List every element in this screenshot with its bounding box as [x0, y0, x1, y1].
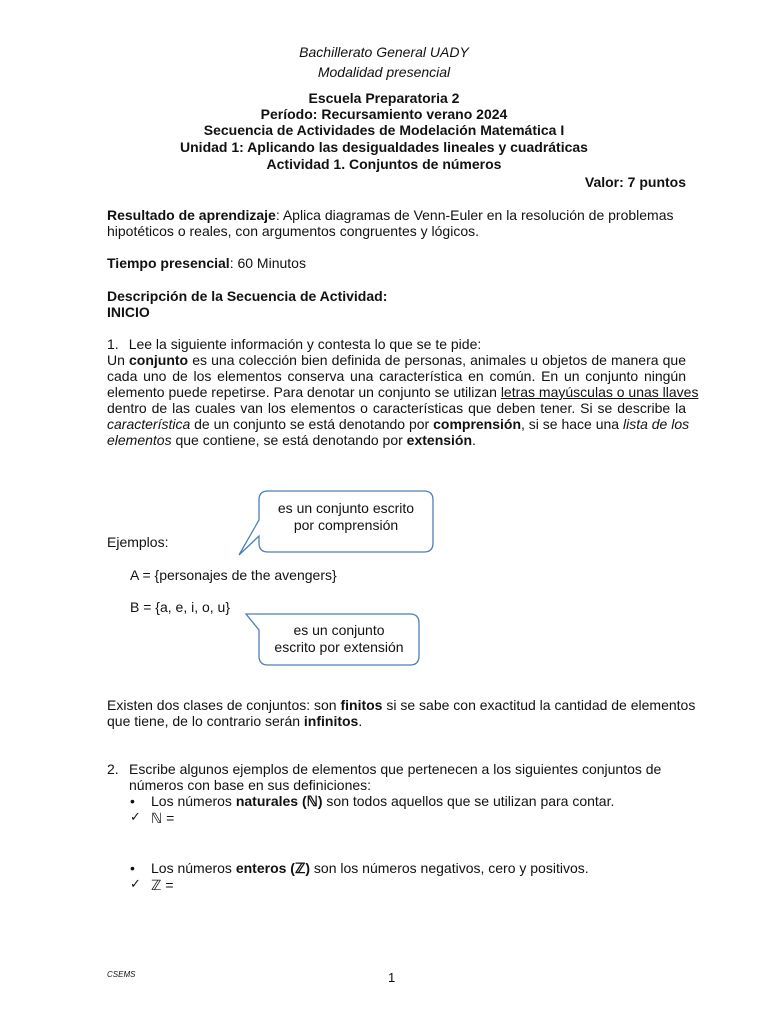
callout-extension-line1: es un conjunto	[293, 622, 385, 638]
term-enteros: enteros (ℤ)	[235, 860, 311, 876]
checkmark-icon: ✓	[130, 877, 141, 892]
para-text: es una colección bien definida de personas, animales u objetos de manera que	[188, 352, 686, 368]
para-line-2: cada uno de los elementos conserva una característica en común. En un conjunto ningún	[107, 368, 686, 384]
naturals-definition	[151, 793, 614, 809]
term-infinitos: infinitos	[303, 713, 359, 729]
checkmark-icon: ✓	[130, 810, 141, 825]
example-set-b: B = {a, e, i, o, u}	[130, 599, 231, 615]
para-text: elemento puede repetirse. Para denotar un conjunto se utilizan	[107, 384, 501, 400]
callout-comprehension	[259, 500, 433, 534]
term-naturales: naturales (ℕ)	[235, 793, 323, 809]
period-title: Período: Recursamiento verano 2024	[260, 106, 508, 122]
para-line-4: dentro de las cuales van los elementos o características que deben tener. Si se describe la	[107, 400, 686, 416]
term-elementos: elementos	[107, 432, 172, 448]
learning-outcome-text: : Aplica diagramas de Venn-Euler en la resolución de problemas	[275, 207, 674, 223]
sequence-title: Secuencia de Actividades de Modelación Matemática I	[203, 122, 565, 138]
para-text: Los números	[151, 793, 236, 809]
term-comprension: comprensión	[433, 416, 522, 432]
para-text: , si se hace una	[521, 416, 623, 432]
term-conjunto: conjunto	[129, 352, 189, 368]
term-finitos: finitos	[340, 697, 383, 713]
examples-label: Ejemplos:	[107, 534, 169, 550]
naturals-answer-field[interactable]: ℕ =	[151, 810, 175, 826]
callout-extension	[259, 622, 419, 656]
classes-line-1	[107, 697, 696, 713]
time-label: Tiempo presencial	[107, 255, 230, 271]
para-text: si se sabe con exactitud la cantidad de elementos	[382, 697, 696, 713]
footer-label: CSEMS	[107, 970, 136, 979]
bullet-icon: •	[130, 793, 135, 809]
unit-title: Unidad 1: Aplicando las desigualdades lineales y cuadráticas	[180, 139, 588, 155]
term-extension: extensión	[406, 432, 473, 448]
bullet-icon: •	[130, 860, 135, 876]
activity-title: Actividad 1. Conjuntos de números	[266, 156, 502, 172]
item1-number: 1.	[107, 336, 119, 352]
integers-definition	[151, 860, 589, 876]
time-value: : 60 Minutos	[229, 255, 306, 271]
learning-outcome-line2: hipotéticos o reales, con argumentos congruentes y lógicos.	[107, 223, 479, 239]
para-text: Los números	[151, 860, 236, 876]
callout-comprehension-line1: es un conjunto escrito	[277, 500, 415, 516]
page-number: 1	[388, 970, 396, 985]
item2-prompt-line1: Escribe algunos ejemplos de elementos que pertenecen a los siguientes conjuntos de	[129, 761, 662, 777]
para-text: que tiene, de lo contrario serán	[107, 713, 304, 729]
learning-outcome-label: Resultado de aprendizaje	[107, 207, 276, 223]
para-text: que contiene, se está denotando por	[171, 432, 407, 448]
institution-line: Bachillerato General UADY	[299, 44, 469, 60]
section-inicio: INICIO	[107, 304, 150, 320]
value-points: Valor: 7 puntos	[584, 174, 686, 190]
para-text: .	[472, 432, 476, 448]
para-text: son todos aquellos que se utilizan para contar.	[322, 793, 615, 809]
school-title: Escuela Preparatoria 2	[308, 90, 460, 106]
set-classes-paragraph	[107, 697, 696, 729]
callout-extension-line2: escrito por extensión	[274, 639, 404, 655]
para-text: .	[358, 713, 363, 729]
underlined-notation: letras mayúsculas o unas llaves	[500, 384, 699, 400]
item1-prompt-text: Lee la siguiente información y contesta lo que se te pide:	[128, 336, 482, 352]
para-text: son los números negativos, cero y positivos.	[310, 860, 589, 876]
description-title: Descripción de la Secuencia de Actividad:	[107, 288, 388, 304]
para-text: Existen dos clases de conjuntos: son	[107, 697, 341, 713]
item2-prompt-line2: números con base en sus definiciones:	[129, 777, 372, 793]
callout-comprehension-line2: por comprensión	[293, 517, 399, 533]
example-set-a: A = {personajes de the avengers}	[130, 567, 337, 583]
para-text: de un conjunto se está denotando por	[190, 416, 434, 432]
modality-line: Modalidad presencial	[317, 64, 451, 80]
item2-number: 2.	[107, 761, 119, 777]
integers-answer-field[interactable]: ℤ =	[151, 877, 174, 893]
para-text: Un	[107, 352, 130, 368]
term-caracteristica: característica	[107, 416, 191, 432]
classes-line-2	[107, 713, 686, 729]
term-lista: lista de los	[622, 416, 690, 432]
